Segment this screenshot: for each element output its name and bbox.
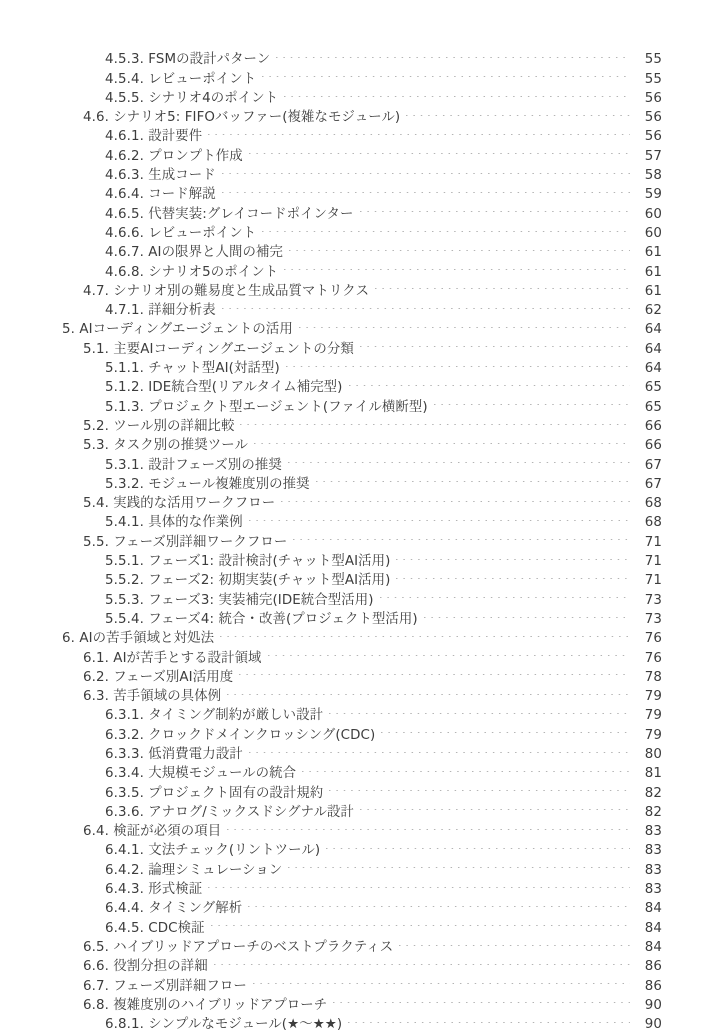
toc-entry-title: 6.4.2. 論理シミュレーション [105,862,283,878]
toc-dot-leader [316,469,630,488]
toc-dot-leader [406,102,630,121]
toc-dot-leader [227,816,630,835]
toc-entry-title: 6.2. フェーズ別AI活用度 [83,669,234,685]
toc-entry-title: 5.3. タスク別の推奨ツール [83,438,248,454]
toc-dot-leader [262,218,630,237]
toc-entry-title: 6.1. AIが苦手とする設計領域 [83,650,262,666]
toc-dot-leader [329,777,630,796]
toc-entry-title: 6.3.1. タイミング制約が厳しい設計 [105,708,324,724]
table-of-contents [62,44,662,1033]
toc-dot-leader [208,121,630,140]
toc-dot-leader [380,584,630,603]
toc-entry-page-number: 82 [644,804,662,820]
toc-entry-title: 6.5. ハイブリッドアプローチのベストプラクティス [83,939,394,955]
toc-entry-title: 6.3.5. プロジェクト固有の設計規約 [105,785,324,801]
toc-entry-title: 4.5.5. シナリオ4のポイント [105,90,279,106]
toc-dot-leader [284,256,630,275]
toc-entry-title: 5.4.1. 具体的な作業例 [105,515,243,531]
toc-entry-page-number: 56 [644,129,662,145]
toc-dot-leader [254,430,630,449]
toc-entry-title: 4.6. シナリオ5: FIFOバッファー(複雑なモジュール) [83,110,401,126]
toc-entry-title: 6.3.2. クロックドメインクロッシング(CDC) [105,727,376,743]
toc-dot-leader [249,507,630,526]
toc-entry-page-number: 59 [644,187,662,203]
toc-entry-page-number: 64 [644,322,662,338]
toc-dot-leader [399,932,630,951]
toc-entry-title: 4.6.2. プロンプト作成 [105,148,243,164]
toc-entry-page-number: 80 [644,746,662,762]
toc-entry-title: 6.4.3. 形式検証 [105,882,203,898]
toc-dot-leader [214,951,630,970]
toc-entry-title: 4.6.5. 代替実装:グレイコードポインター [105,206,354,222]
toc-entry-title: 6.3.3. 低消費電力設計 [105,746,243,762]
toc-dot-leader [396,565,630,584]
toc-entry-page-number: 81 [644,766,662,782]
toc-entry-page-number: 68 [644,496,662,512]
toc-dot-leader [289,237,630,256]
toc-entry-title: 6.3.4. 大規模モジュールの統合 [105,766,297,782]
toc-entry-page-number: 62 [644,303,662,319]
toc-dot-leader [360,797,630,816]
toc-entry[interactable] [62,44,662,68]
toc-entry-page-number: 82 [644,785,662,801]
toc-entry-page-number: 79 [644,727,662,743]
toc-dot-leader [284,83,630,102]
toc-dot-leader [262,63,630,82]
toc-dot-leader [286,353,630,372]
toc-entry-page-number: 65 [644,399,662,415]
toc-dot-leader [222,160,630,179]
toc-entry-title: 4.6.7. AIの限界と人間の補完 [105,245,284,261]
toc-entry-page-number: 83 [644,843,662,859]
toc-entry-title: 6.3. 苦手領域の具体例 [83,689,222,705]
toc-entry-title: 4.6.1. 設計要件 [105,129,203,145]
toc-dot-leader [375,276,630,295]
toc-entry-title: 6.8. 複雑度別のハイブリッドアプローチ [83,997,328,1013]
toc-dot-leader [288,449,630,468]
toc-entry-page-number: 84 [644,901,662,917]
toc-entry-title: 4.6.4. コード解説 [105,187,216,203]
toc-dot-leader [220,623,630,642]
toc-entry-title: 4.7. シナリオ別の難易度と生成品質マトリクス [83,283,370,299]
toc-entry-title: 4.7.1. 詳細分析表 [105,303,216,319]
toc-dot-leader [326,835,630,854]
toc-entry-page-number: 56 [644,110,662,126]
toc-dot-leader [268,642,630,661]
toc-entry-title: 5.3.1. 設計フェーズ別の推奨 [105,457,282,473]
toc-entry-page-number: 84 [644,920,662,936]
toc-entry-page-number: 79 [644,708,662,724]
toc-dot-leader [253,970,630,989]
toc-entry-page-number: 83 [644,824,662,840]
toc-entry-page-number: 76 [644,650,662,666]
toc-entry-title: 5.5.2. フェーズ2: 初期実装(チャット型AI活用) [105,573,391,589]
toc-dot-leader [249,739,630,758]
toc-entry-page-number: 58 [644,168,662,184]
toc-entry-page-number: 90 [644,1017,662,1033]
toc-entry-title: 6.7. フェーズ別詳細フロー [83,978,247,994]
toc-entry-page-number: 60 [644,206,662,222]
toc-dot-leader [249,140,630,159]
toc-dot-leader [293,526,630,545]
toc-entry-page-number: 64 [644,361,662,377]
toc-dot-leader [239,662,630,681]
toc-entry-page-number: 73 [644,592,662,608]
toc-entry-page-number: 61 [644,264,662,280]
toc-entry-page-number: 67 [644,476,662,492]
toc-entry-title: 6.4.4. タイミング解析 [105,901,243,917]
toc-entry-page-number: 61 [644,283,662,299]
toc-entry-page-number: 79 [644,689,662,705]
toc-dot-leader [360,333,630,352]
toc-entry-page-number: 90 [644,997,662,1013]
toc-dot-leader [360,198,630,217]
toc-entry-page-number: 61 [644,245,662,261]
toc-entry-title: 5.5.3. フェーズ3: 実装補完(IDE統合型活用) [105,592,374,608]
toc-entry-page-number: 83 [644,862,662,878]
toc-entry-page-number: 56 [644,90,662,106]
toc-dot-leader [276,44,630,63]
toc-entry-title: 5.1.3. プロジェクト型エージェント(ファイル横断型) [105,399,428,415]
toc-dot-leader [349,372,630,391]
toc-dot-leader [348,1009,630,1028]
toc-entry-page-number: 55 [644,71,662,87]
toc-entry-page-number: 83 [644,882,662,898]
toc-entry-title: 5. AIコーディングエージェントの活用 [62,322,293,338]
toc-dot-leader [227,681,630,700]
toc-entry-page-number: 65 [644,380,662,396]
toc-entry-title: 4.6.6. レビューポイント [105,225,257,241]
toc-entry-title: 6.4.5. CDC検証 [105,920,205,936]
toc-entry-page-number: 76 [644,631,662,647]
toc-entry-page-number: 60 [644,225,662,241]
toc-entry-title: 6.3.6. アナログ/ミックスドシグナル設計 [105,804,354,820]
toc-entry-page-number: 86 [644,978,662,994]
toc-dot-leader [248,893,630,912]
toc-dot-leader [222,295,630,314]
toc-entry-title: 5.5.4. フェーズ4: 統合・改善(プロジェクト型活用) [105,611,418,627]
toc-entry-title: 5.2. ツール別の詳細比較 [83,418,235,434]
toc-entry-page-number: 71 [644,554,662,570]
toc-dot-leader [381,719,630,738]
toc-entry-page-number: 71 [644,573,662,589]
toc-entry-page-number: 73 [644,611,662,627]
toc-entry-page-number: 66 [644,438,662,454]
toc-dot-leader [208,874,630,893]
toc-entry-page-number: 78 [644,669,662,685]
toc-entry-page-number: 64 [644,341,662,357]
toc-dot-leader [329,700,630,719]
toc-entry-page-number: 84 [644,939,662,955]
toc-entry-page-number: 71 [644,534,662,550]
toc-dot-leader [434,391,630,410]
toc-entry-title: 5.1.2. IDE統合型(リアルタイム補完型) [105,380,343,396]
toc-entry-page-number: 67 [644,457,662,473]
toc-dot-leader [333,990,630,1009]
toc-entry-title: 5.3.2. モジュール複雑度別の推奨 [105,476,310,492]
toc-entry-title: 6.6. 役割分担の詳細 [83,959,208,975]
toc-entry-title: 6.8.1. シンプルなモジュール(★〜★★) [105,1017,343,1033]
toc-dot-leader [424,604,630,623]
toc-entry-title: 5.5. フェーズ別詳細ワークフロー [83,534,288,550]
toc-entry-page-number: 57 [644,148,662,164]
toc-entry-title: 4.5.3. FSMの設計パターン [105,52,271,68]
toc-entry-title: 6.4. 検証が必須の項目 [83,824,222,840]
toc-entry-title: 4.6.3. 生成コード [105,168,216,184]
toc-dot-leader [281,488,630,507]
toc-entry-title: 5.1.1. チャット型AI(対話型) [105,361,280,377]
toc-entry-title: 5.1. 主要AIコーディングエージェントの分類 [83,341,354,357]
toc-dot-leader [302,758,630,777]
toc-dot-leader [299,314,630,333]
toc-entry-title: 4.6.8. シナリオ5のポイント [105,264,279,280]
toc-entry-page-number: 86 [644,959,662,975]
toc-dot-leader [222,179,630,198]
toc-entry-title: 5.5.1. フェーズ1: 設計検討(チャット型AI活用) [105,554,391,570]
toc-dot-leader [240,411,630,430]
toc-entry-title: 6. AIの苦手領域と対処法 [62,631,215,647]
toc-entry-title: 6.4.1. 文法チェック(リントツール) [105,843,321,859]
toc-entry-page-number: 66 [644,418,662,434]
toc-entry-page-number: 55 [644,52,662,68]
toc-dot-leader [211,912,630,931]
toc-dot-leader [288,854,630,873]
toc-entry-title: 5.4. 実践的な活用ワークフロー [83,496,276,512]
toc-dot-leader [396,546,630,565]
toc-entry-title: 4.5.4. レビューポイント [105,71,257,87]
toc-entry-page-number: 68 [644,515,662,531]
